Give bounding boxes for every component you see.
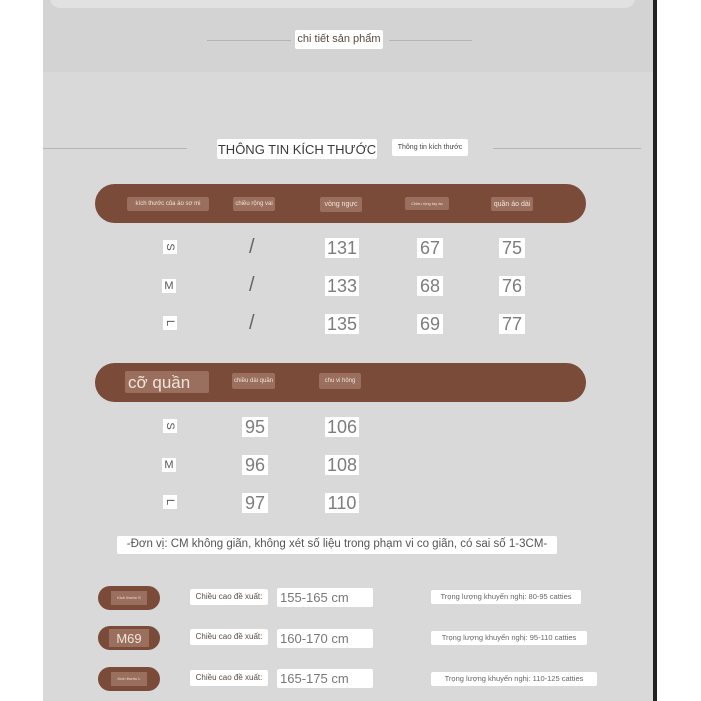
pants-size-cell: L	[163, 495, 177, 509]
shirt-header-length: quần áo dài	[491, 197, 533, 211]
shirt-length-cell: 75	[499, 238, 525, 258]
weight-value: Trọng lượng khuyến nghị: 95-110 catties	[431, 631, 587, 645]
model-tag-label: M69	[109, 629, 149, 647]
height-value: 165-175 cm	[277, 669, 373, 688]
pants-size-cell: M	[162, 458, 176, 472]
pants-header-hip: chu vi hông	[319, 373, 361, 389]
shirt-size-cell: M	[162, 279, 176, 293]
pants-hip-cell: 108	[326, 455, 358, 475]
right-margin	[657, 0, 701, 701]
height-label: Chiều cao đề xuất:	[190, 670, 268, 686]
shirt-chest-cell: 133	[326, 276, 358, 296]
shirt-size-cell: S	[163, 240, 177, 254]
pants-length-cell: 95	[242, 417, 268, 437]
weight-value: Trọng lượng khuyến nghị: 80-95 catties	[431, 590, 581, 604]
pants-size-cell: S	[163, 419, 177, 433]
pants-header-length: chiều dài quần	[232, 373, 275, 389]
divider-line	[493, 148, 641, 149]
shirt-chest-cell: 135	[326, 314, 358, 334]
shirt-length-cell: 77	[499, 314, 525, 334]
shirt-header-chest: vòng ngực	[320, 197, 362, 212]
pants-hip-cell: 106	[326, 417, 358, 437]
model-tag-label: Kích thước L	[111, 672, 147, 686]
shirt-sleeve-cell: 67	[417, 238, 443, 258]
pants-length-cell: 96	[242, 455, 268, 475]
shirt-header-sleeve: Chiều rộng tay áo	[405, 197, 449, 210]
height-label: Chiều cao đề xuất:	[190, 589, 268, 605]
divider-line	[389, 40, 472, 41]
shirt-length-cell: 76	[499, 276, 525, 296]
pants-length-cell: 97	[242, 493, 268, 513]
section-title: THÔNG TIN KÍCH THƯỚC	[217, 139, 377, 159]
shirt-shoulder-cell: /	[249, 312, 255, 334]
shirt-shoulder-cell: /	[249, 274, 255, 296]
pants-hip-cell: 110	[325, 493, 359, 513]
shirt-sleeve-cell: 68	[417, 276, 443, 296]
weight-value: Trọng lượng khuyến nghị: 110-125 catties	[431, 672, 597, 686]
shirt-shoulder-cell: /	[249, 236, 255, 258]
section-subtitle: Thông tin kích thước	[392, 139, 468, 156]
height-value: 155-165 cm	[277, 588, 373, 607]
top-card	[50, 0, 635, 8]
unit-note: -Đơn vị: CM không giãn, không xét số liệu trong phạm vi co giãn, có sai số 1-3CM-	[117, 536, 557, 554]
divider-line	[43, 148, 187, 149]
model-tag-label: Kích thước S	[111, 591, 147, 605]
divider-line	[207, 40, 291, 41]
shirt-header-size: kích thước của áo sơ mi	[127, 197, 209, 211]
pants-title: cỡ quần	[125, 371, 209, 393]
detail-label: chi tiết sản phẩm	[295, 30, 383, 49]
shirt-size-cell: L	[163, 316, 177, 330]
shirt-header-shoulder: chiều rộng vai	[233, 197, 275, 211]
shirt-chest-cell: 131	[326, 238, 358, 258]
height-value: 160-170 cm	[277, 629, 373, 648]
shirt-sleeve-cell: 69	[417, 314, 443, 334]
height-label: Chiều cao đề xuất:	[190, 629, 268, 645]
